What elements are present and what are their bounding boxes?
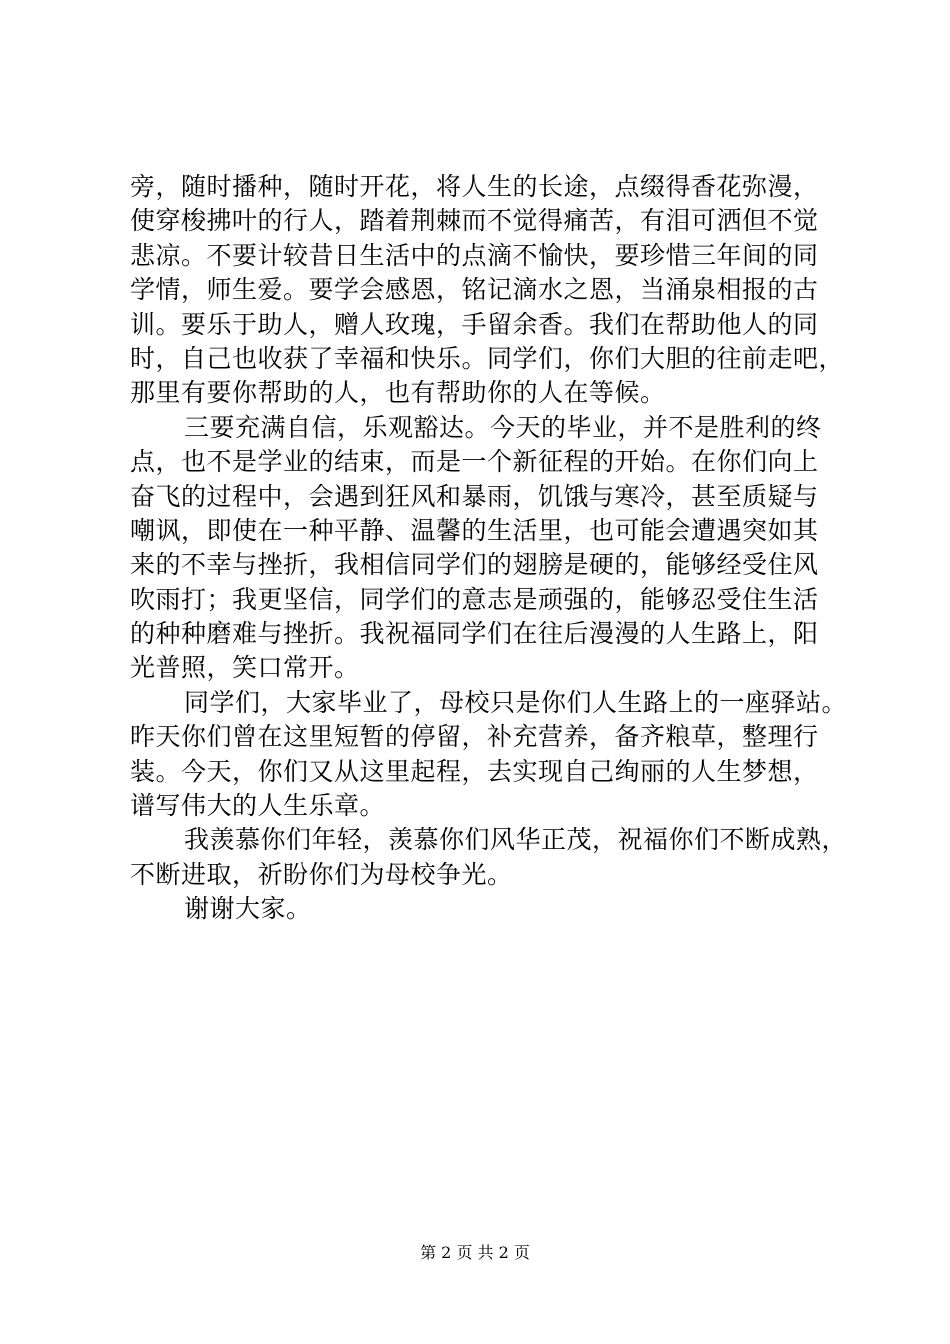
text-line: 装。今天，你们又从这里起程，去实现自己绚丽的人生梦想， — [130, 756, 819, 786]
text-line: 使穿梭拂叶的行人，踏着荆棘而不觉得痛苦，有泪可洒但不觉 — [130, 206, 819, 236]
paragraph-start-line: 同学们，大家毕业了，母校只是你们人生路上的一座驿站。 — [184, 687, 848, 717]
paragraph-start-line: 三要充满自信，乐观豁达。今天的毕业，并不是胜利的终 — [184, 412, 822, 442]
text-line: 训。要乐于助人，赠人玫瑰，手留余香。我们在帮助他人的同 — [130, 309, 819, 339]
text-line: 奋飞的过程中，会遇到狂风和暴雨，饥饿与寒冷，甚至质疑与 — [130, 481, 819, 511]
text-line: 学情，师生爱。要学会感恩，铭记滴水之恩，当涌泉相报的古 — [130, 275, 819, 305]
text-line: 旁，随时播种，随时开花，将人生的长途，点缀得香花弥漫， — [130, 172, 819, 201]
closing-line: 谢谢大家。 — [184, 894, 312, 924]
page-number-footer: 第 2 页 共 2 页 — [420, 1243, 530, 1262]
text-line: 嘲讽，即使在一种平静、温馨的生活里，也可能会遭遇突如其 — [130, 515, 819, 545]
text-line: 悲凉。不要计较昔日生活中的点滴不愉快，要珍惜三年间的同 — [130, 240, 819, 270]
text-line: 昨天你们曾在这里短暂的停留，补充营养，备齐粮草，整理行 — [130, 722, 819, 752]
paragraph-start-line: 我羡慕你们年轻，羡慕你们风华正茂，祝福你们不断成熟， — [184, 825, 848, 855]
text-line: 光普照，笑口常开。 — [130, 653, 360, 683]
text-line: 的种种磨难与挫折。我祝福同学们在往后漫漫的人生路上，阳 — [130, 619, 819, 649]
text-line: 不断进取，祈盼你们为母校争光。 — [130, 859, 513, 889]
text-line: 来的不幸与挫折，我相信同学们的翅膀是硬的，能够经受住风 — [130, 550, 819, 580]
text-line: 吹雨打；我更坚信，同学们的意志是顽强的，能够忍受住生活 — [130, 584, 819, 614]
text-line: 那里有要你帮助的人，也有帮助你的人在等候。 — [130, 378, 666, 408]
text-line: 点，也不是学业的结束，而是一个新征程的开始。在你们向上 — [130, 447, 819, 477]
text-line: 谱写伟大的人生乐章。 — [130, 791, 386, 821]
document-body — [130, 170, 852, 927]
text-line: 时，自己也收获了幸福和快乐。同学们，你们大胆的往前走吧， — [130, 343, 845, 373]
